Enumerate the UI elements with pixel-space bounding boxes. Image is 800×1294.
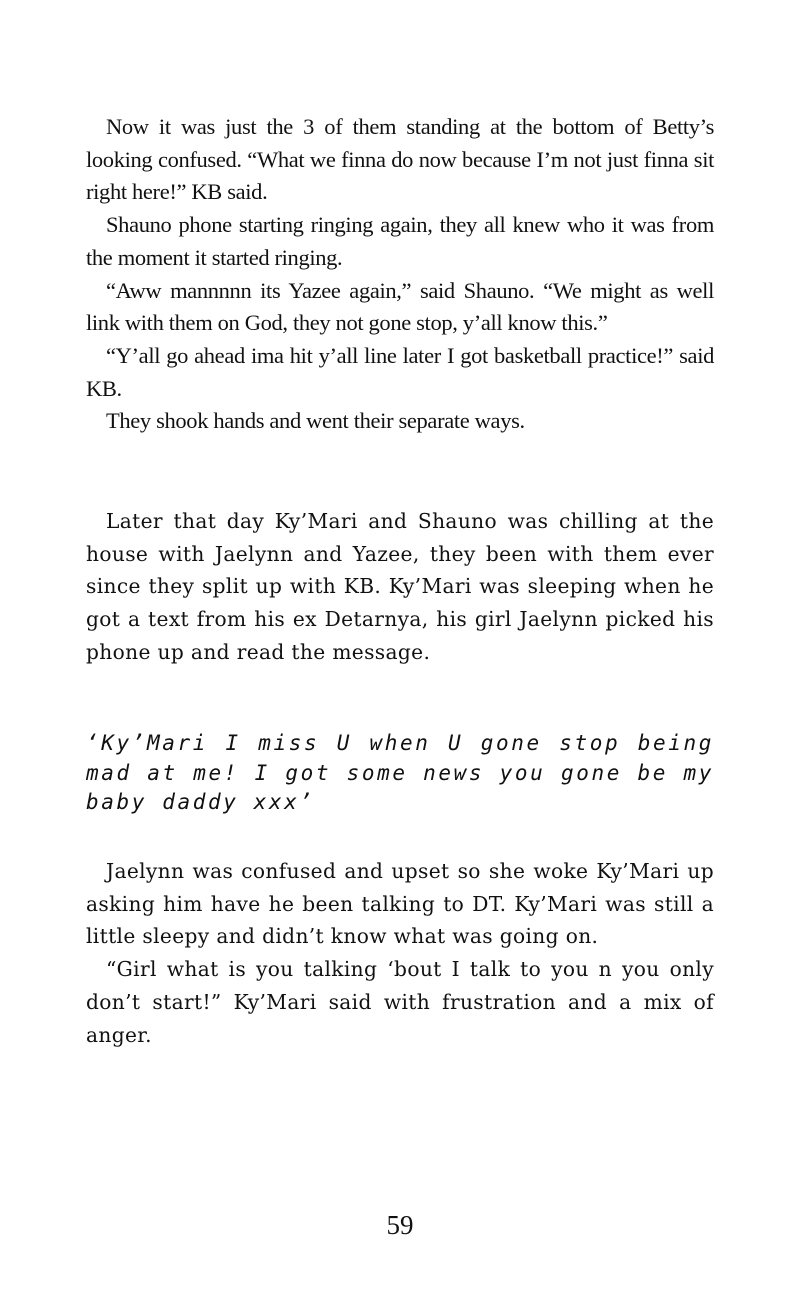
text-message-block <box>86 729 714 818</box>
paragraph: Jaelynn was confused and upset so she woke Ky’Mari up asking him have he been talking to DT. Ky’Mari was still a little sleepy and didn’t know what was going on. <box>86 859 714 949</box>
section-3 <box>86 855 714 1051</box>
paragraph: “Aww mannnnn its Yazee again,” said Shauno. “We might as well link with them on God, they not gone stop, y’all know this.” <box>86 277 714 336</box>
paragraph: Now it was just the 3 of them standing at the bottom of Betty’s looking confused. “What we finna do now because I’m not just finna sit right here!” KB said. <box>86 114 714 205</box>
paragraph: “Girl what is you talking ‘bout I talk to you n you only don’t start!” Ky’Mari said with frustration and a mix of anger. <box>86 957 714 1047</box>
paragraph: Shauno phone starting ringing again, they all knew who it was from the moment it started ringing. <box>86 212 714 270</box>
page-number: 59 <box>386 1210 414 1240</box>
paragraph: They shook hands and went their separate ways. <box>106 408 525 434</box>
text-message: ‘Ky’Mari I miss U when U gone stop being mad at me! I got some news you gone be my baby daddy xxx’ <box>86 731 714 814</box>
paragraph: Later that day Ky’Mari and Shauno was chilling at the house with Jaelynn and Yazee, they been with them ever since they split up with KB. Ky’Mari was sleeping when he got a text from his ex Detarnya, his girl Jaelynn picked his phone up and read the message. <box>86 509 714 664</box>
paragraph: “Y’all go ahead ima hit y’all line later I got basketball practice!” said KB. <box>86 342 714 401</box>
section-1 <box>86 111 714 438</box>
section-2 <box>86 505 714 669</box>
